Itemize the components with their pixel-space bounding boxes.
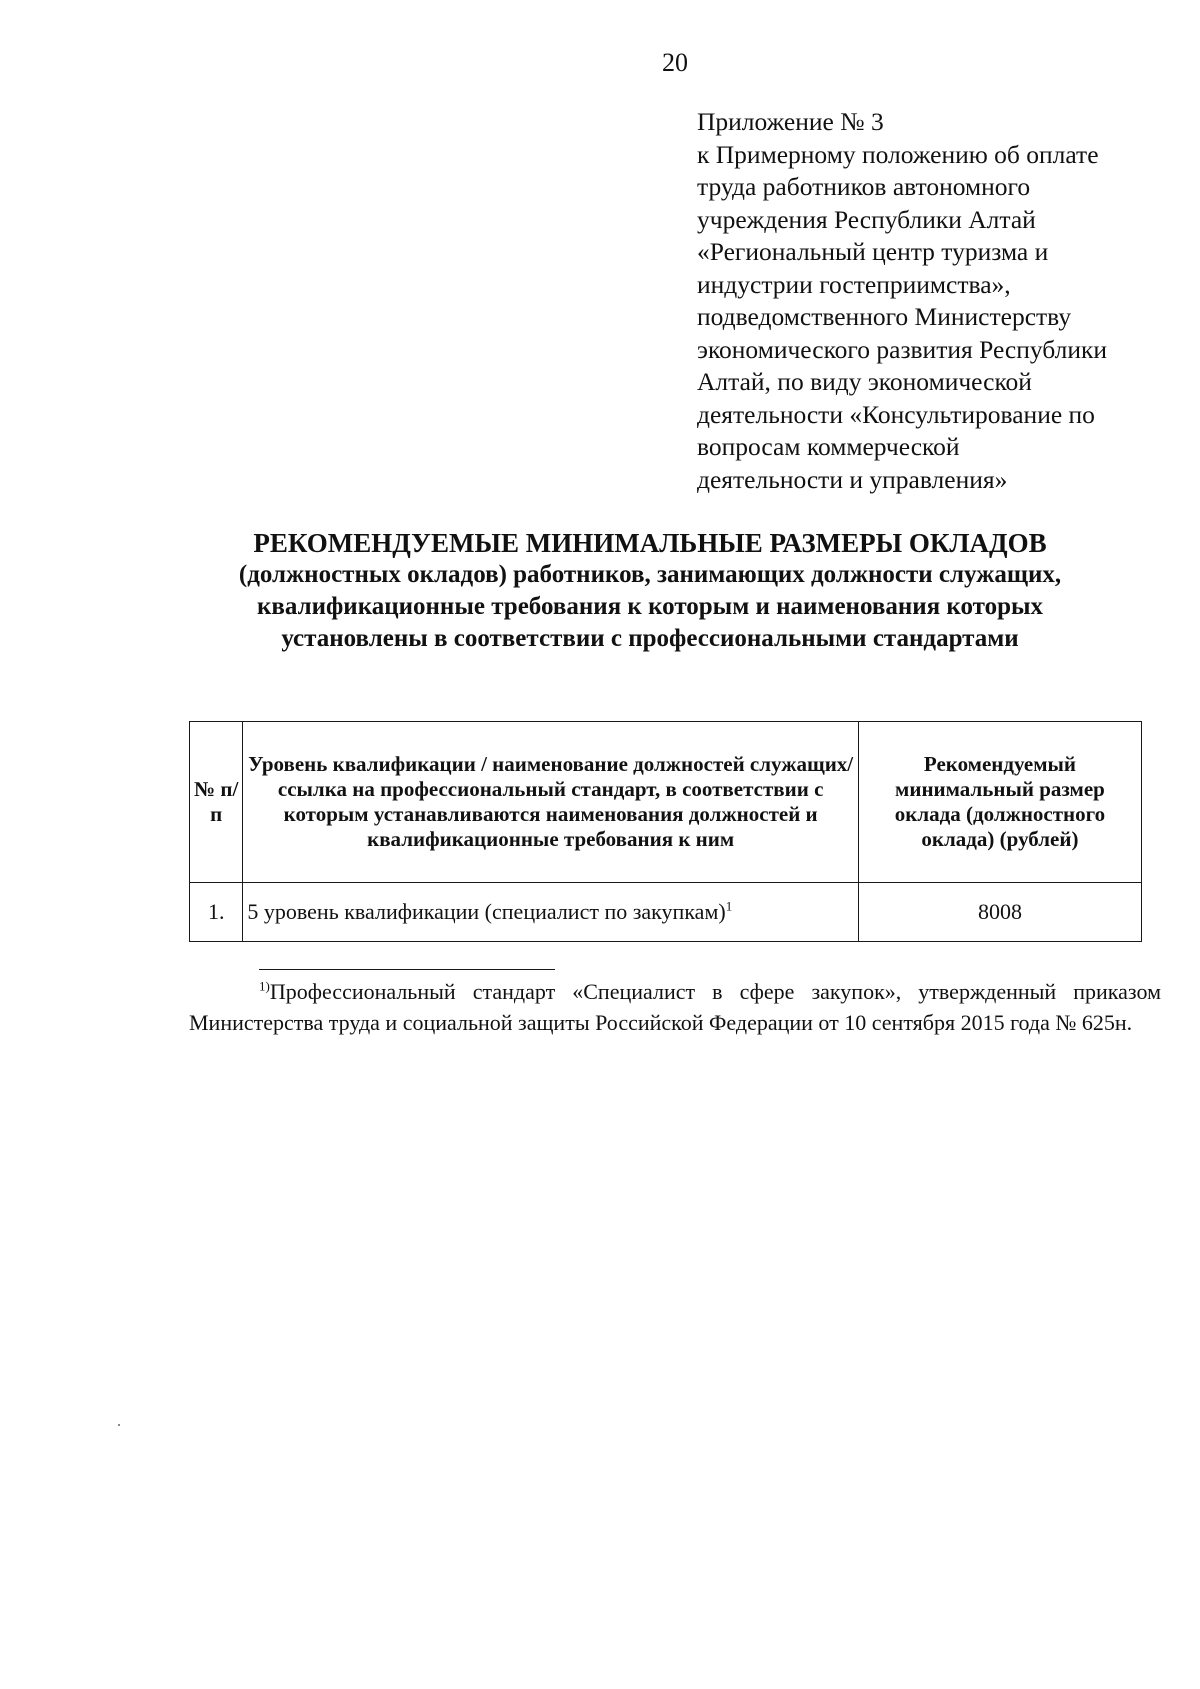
position-text: 5 уровень квалификации (специалист по закупкам) xyxy=(247,899,726,924)
scan-speck xyxy=(118,1424,120,1426)
appendix-line: вопросам коммерческой xyxy=(697,432,960,461)
appendix-line: деятельности «Консультирование по xyxy=(697,399,1095,429)
appendix-line: индустрии гостеприимства», xyxy=(697,269,1011,299)
title-line-3: квалификационные требования к которым и наименования которых xyxy=(256,593,1044,620)
appendix-reference xyxy=(697,106,1177,496)
appendix-line: труда работников автономного xyxy=(697,172,1031,201)
footnote-reference: 1 xyxy=(725,898,733,914)
table-header-row xyxy=(190,722,1142,883)
appendix-line: учреждения Республики Алтай xyxy=(697,204,1036,234)
footnote-divider xyxy=(259,969,555,970)
salary-table xyxy=(189,721,1142,942)
header-salary: Рекомендуемый минимальный размер оклада (должностного оклада) (рублей) xyxy=(858,722,1141,883)
header-number: № п/п xyxy=(190,722,243,883)
appendix-line: к Примерному положению об оплате xyxy=(697,139,1099,169)
appendix-line: «Региональный центр туризма и xyxy=(697,237,1049,266)
footnote xyxy=(189,976,1161,1038)
appendix-line: Приложение № 3 xyxy=(697,107,884,136)
title-line-2: (должностных окладов) работников, занимающих должности служащих, xyxy=(238,561,1062,588)
footnote-mark: 1) xyxy=(259,978,270,994)
cell-number: 1. xyxy=(190,883,243,942)
footnote-text: Профессиональный стандарт «Специалист в сфере закупок», утвержденный приказом Министерства труда и социальной защиты Российской Федерации от 10 сентября 2015 года № 625н. xyxy=(189,979,1161,1035)
document-title xyxy=(150,527,1150,655)
page-number: 20 xyxy=(662,48,688,77)
appendix-line: деятельности и управления» xyxy=(697,464,1008,494)
table-row xyxy=(190,883,1142,942)
appendix-line: экономического развития Республики xyxy=(697,334,1108,364)
cell-position xyxy=(243,883,859,942)
title-line-1: РЕКОМЕНДУЕМЫЕ МИНИМАЛЬНЫЕ РАЗМЕРЫ ОКЛАДОВ xyxy=(253,528,1047,558)
appendix-line: подведомственного Министерству xyxy=(697,302,1072,331)
appendix-line: Алтай, по виду экономической xyxy=(697,367,1032,396)
cell-salary: 8008 xyxy=(858,883,1141,942)
header-position: Уровень квалификации / наименование должностей служащих/ссылка на профессиональный стандарт, в соответствии с которым устанавливаются наименования должностей и квалификационные требования к ним xyxy=(243,722,859,883)
title-line-4: установлены в соответствии с профессиональными стандартами xyxy=(281,625,1019,652)
